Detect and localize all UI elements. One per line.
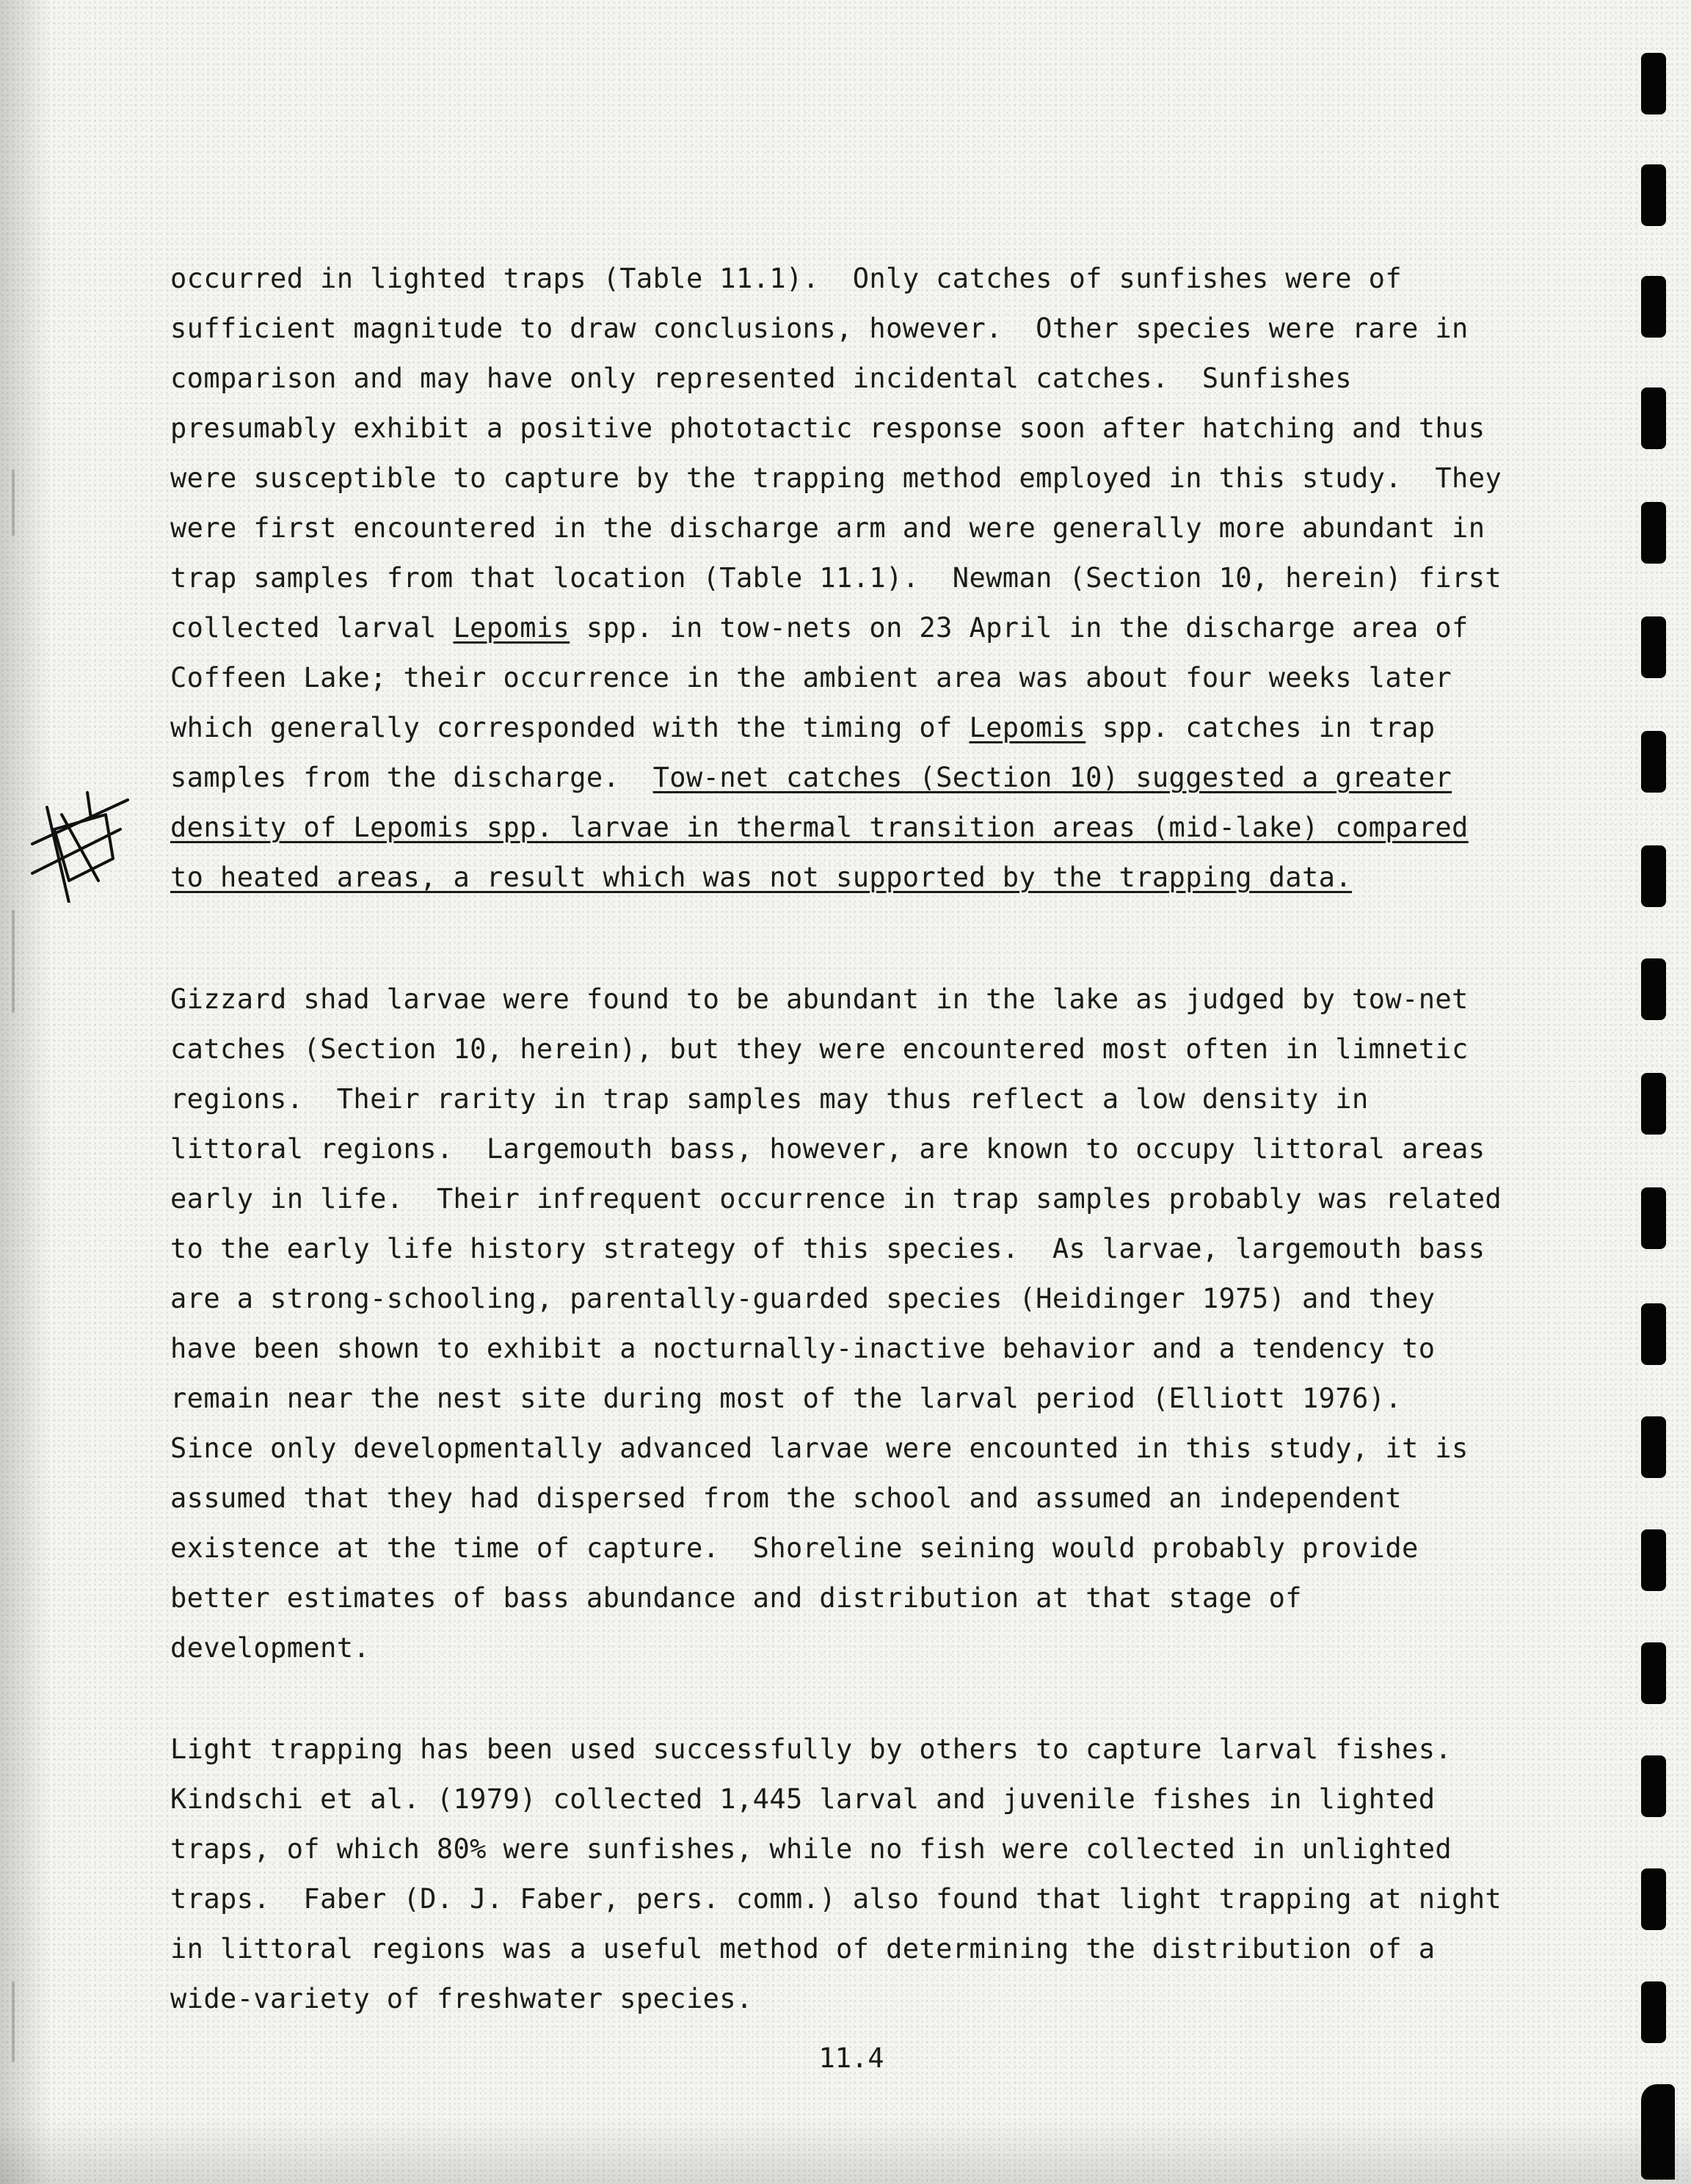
text-line: to the early life history strategy of this species. As larvae, largemouth bass [170,1233,1485,1264]
text-line: collected larval Lepomis spp. in tow-nets on 23 April in the discharge area of [170,612,1469,644]
text-line: comparison and may have only represented incidental catches. Sunfishes [170,363,1352,394]
binder-hole [1641,1755,1666,1817]
genus-name-underlined: Lepomis [453,612,570,644]
paragraph-shad-and-bass [170,975,1550,1673]
binder-hole [1641,1073,1666,1135]
handwritten-underline-text: density of Lepomis spp. larvae in thermal transition areas (mid-lake) compared [170,812,1469,843]
text-line: Gizzard shad larvae were found to be abundant in the lake as judged by tow-net [170,983,1469,1015]
genus-name-underlined: Lepomis [969,712,1086,743]
text-line: traps. Faber (D. J. Faber, pers. comm.) also found that light trapping at night [170,1883,1502,1915]
binder-hole [1641,1529,1666,1591]
text-line: development. [170,1632,371,1664]
text-line: have been shown to exhibit a nocturnally-inactive behavior and a tendency to [170,1333,1436,1364]
text-line: presumably exhibit a positive phototactic response soon after hatching and thus [170,412,1485,444]
text-line: existence at the time of capture. Shoreline seining would probably provide [170,1532,1419,1564]
text-line: better estimates of bass abundance and distribution at that stage of [170,1582,1302,1614]
text-line: trap samples from that location (Table 11.1). Newman (Section 10, herein) first [170,562,1502,594]
binder-hole [1641,1416,1666,1478]
text-line: littoral regions. Largemouth bass, however, are known to occupy littoral areas [170,1133,1485,1165]
binder-hole [1641,1642,1666,1704]
text-line: in littoral regions was a useful method of determining the distribution of a [170,1933,1436,1965]
binder-hole [1641,1868,1666,1930]
handwritten-star-annotation [18,785,135,903]
text-line: were susceptible to capture by the trapping method employed in this study. They [170,462,1502,494]
binder-hole [1641,53,1666,114]
text-line: which generally corresponded with the timing of Lepomis spp. catches in trap [170,712,1436,743]
binder-hole [1641,2084,1675,2180]
text-line: regions. Their rarity in trap samples may thus reflect a low density in [170,1083,1369,1115]
binder-hole [1641,845,1666,907]
binder-hole [1641,616,1666,678]
text-line: were first encountered in the discharge arm and were generally more abundant in [170,512,1485,544]
paragraph-light-trapping [170,1725,1550,2024]
page-edge-shadow-bottom [0,2118,1691,2184]
paragraph-sunfish-catches [170,254,1550,903]
handwritten-underline-text: to heated areas, a result which was not supported by the trapping data. [170,862,1352,893]
binder-hole [1641,958,1666,1020]
margin-scan-mark [12,1981,15,2062]
handwritten-underline-text: Tow-net catches (Section 10) suggested a greater [652,762,1452,793]
page-edge-shadow-left [0,0,51,2184]
binder-hole [1641,1187,1666,1249]
text-line: sufficient magnitude to draw conclusions, however. Other species were rare in [170,313,1469,344]
text-line: Kindschi et al. (1979) collected 1,445 larval and juvenile fishes in lighted [170,1783,1436,1815]
text-line: Since only developmentally advanced larvae were encounted in this study, it is [170,1433,1469,1464]
text-line: samples from the discharge. Tow-net catches (Section 10) suggested a greater [170,762,1452,793]
text-line: traps, of which 80% were sunfishes, while no fish were collected in unlighted [170,1833,1452,1865]
binder-hole [1641,276,1666,338]
binder-hole [1641,502,1666,564]
text-line: catches (Section 10, herein), but they were encountered most often in limnetic [170,1033,1469,1065]
binder-hole [1641,387,1666,449]
text-line: are a strong-schooling, parentally-guarded species (Heidinger 1975) and they [170,1283,1436,1314]
margin-scan-mark [12,910,15,1013]
text-line: assumed that they had dispersed from the school and assumed an independent [170,1482,1403,1514]
binder-hole [1641,731,1666,793]
text-line: remain near the nest site during most of the larval period (Elliott 1976). [170,1383,1403,1414]
binder-hole [1641,1981,1666,2043]
text-line: occurred in lighted traps (Table 11.1). Only catches of sunfishes were of [170,263,1403,294]
text-line: Light trapping has been used successfully by others to capture larval fishes. [170,1733,1452,1765]
text-line [170,803,1550,853]
binder-hole [1641,1303,1666,1365]
text-line: wide-variety of freshwater species. [170,1983,753,2014]
text-line: Coffeen Lake; their occurrence in the ambient area was about four weeks later [170,662,1452,694]
binder-hole [1641,164,1666,226]
margin-scan-mark [12,470,15,536]
text-line [170,853,1550,903]
text-line: early in life. Their infrequent occurrence in trap samples probably was related [170,1183,1502,1215]
page-number: 11.4 [818,2042,884,2074]
